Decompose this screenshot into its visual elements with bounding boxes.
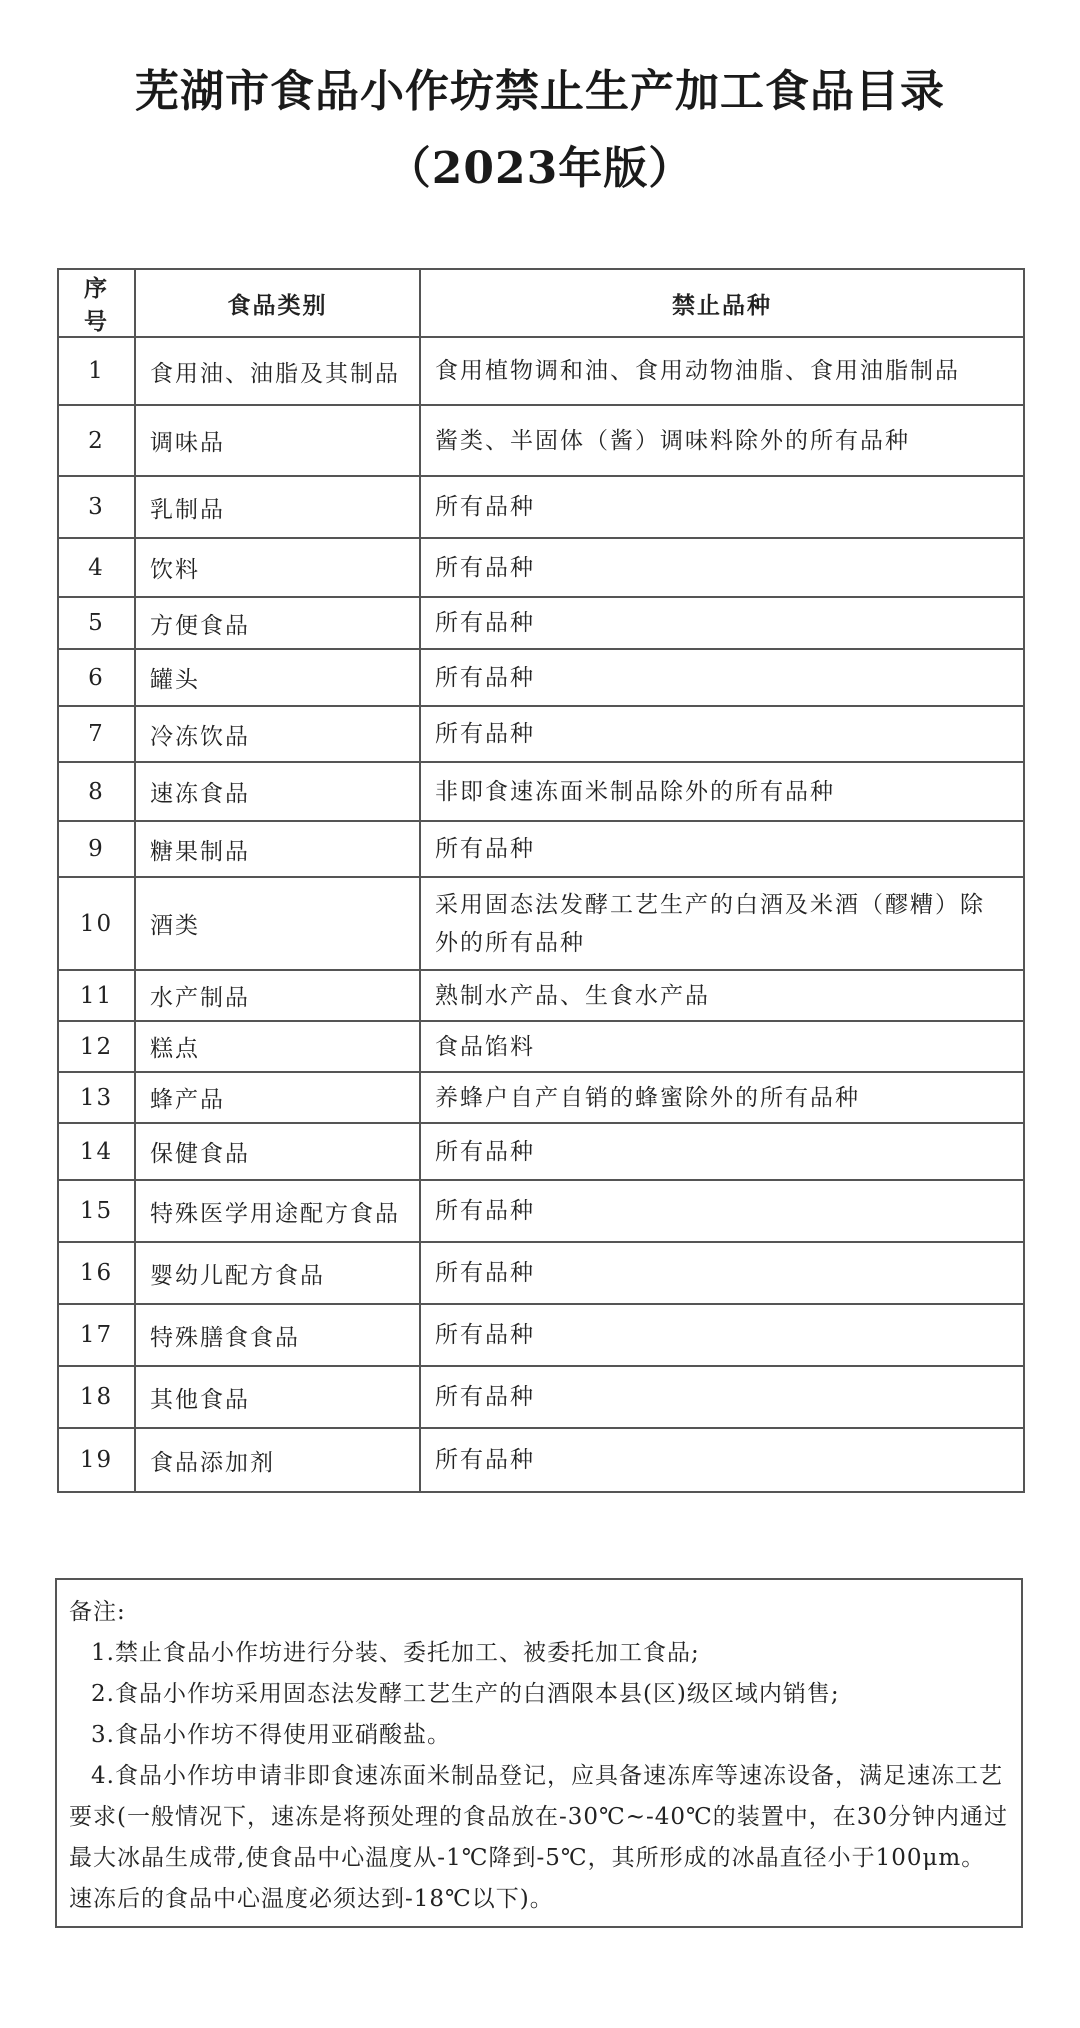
table-row [58, 1242, 1024, 1304]
row-banned: 食品馅料 [420, 1021, 1024, 1072]
note-item: 3.食品小作坊不得使用亚硝酸盐。 [91, 1722, 451, 1748]
table-row [58, 1366, 1024, 1428]
row-banned: 所有品种 [420, 821, 1024, 877]
row-no: 2 [58, 405, 135, 476]
row-category: 蜂产品 [135, 1072, 420, 1123]
notes-heading: 备注: [69, 1599, 126, 1625]
row-no: 17 [58, 1304, 135, 1366]
row-banned: 所有品种 [420, 476, 1024, 538]
row-no: 16 [58, 1242, 135, 1304]
table-row [58, 970, 1024, 1021]
row-no: 3 [58, 476, 135, 538]
row-category: 水产制品 [135, 970, 420, 1021]
note-item: 2.食品小作坊采用固态法发酵工艺生产的白酒限本县(区)级区域内销售; [91, 1681, 840, 1707]
note-item: 1.禁止食品小作坊进行分装、委托加工、被委托加工食品; [91, 1640, 700, 1666]
row-banned: 养蜂户自产自销的蜂蜜除外的所有品种 [420, 1072, 1024, 1123]
table-row [58, 597, 1024, 649]
notes-box [55, 1578, 1023, 1928]
row-banned: 所有品种 [420, 1304, 1024, 1366]
row-no: 13 [58, 1072, 135, 1123]
row-category: 婴幼儿配方食品 [135, 1242, 420, 1304]
table-row [58, 821, 1024, 877]
row-no: 4 [58, 538, 135, 597]
header-banned: 禁止品种 [420, 269, 1024, 337]
row-no: 14 [58, 1123, 135, 1180]
row-category: 食品添加剂 [135, 1428, 420, 1492]
row-category: 特殊医学用途配方食品 [135, 1180, 420, 1242]
header-category: 食品类别 [135, 269, 420, 337]
row-banned: 酱类、半固体（酱）调味料除外的所有品种 [420, 405, 1024, 476]
table-row [58, 405, 1024, 476]
row-category: 调味品 [135, 405, 420, 476]
row-banned: 熟制水产品、生食水产品 [420, 970, 1024, 1021]
row-no: 11 [58, 970, 135, 1021]
row-category: 冷冻饮品 [135, 706, 420, 762]
table-row [58, 1180, 1024, 1242]
row-category: 糖果制品 [135, 821, 420, 877]
row-banned: 采用固态法发酵工艺生产的白酒及米酒（醪糟）除外的所有品种 [420, 877, 1024, 970]
row-banned: 所有品种 [420, 597, 1024, 649]
row-category: 糕点 [135, 1021, 420, 1072]
table-row [58, 649, 1024, 706]
row-banned: 所有品种 [420, 1180, 1024, 1242]
row-category: 特殊膳食食品 [135, 1304, 420, 1366]
table-row [58, 1123, 1024, 1180]
table-row [58, 337, 1024, 405]
row-category: 食用油、油脂及其制品 [135, 337, 420, 405]
row-banned: 所有品种 [420, 1123, 1024, 1180]
table-row [58, 1021, 1024, 1072]
row-banned: 所有品种 [420, 1366, 1024, 1428]
row-no: 5 [58, 597, 135, 649]
row-category: 其他食品 [135, 1366, 420, 1428]
row-category: 酒类 [135, 877, 420, 970]
document-subtitle: （2023年版） [386, 143, 694, 194]
table-row [58, 1072, 1024, 1123]
header-no: 序号 [58, 269, 135, 337]
document-title: 芜湖市食品小作坊禁止生产加工食品目录 [135, 66, 945, 117]
table-row [58, 877, 1024, 970]
row-banned: 食用植物调和油、食用动物油脂、食用油脂制品 [420, 337, 1024, 405]
row-banned: 所有品种 [420, 1428, 1024, 1492]
note-item: 4.食品小作坊申请非即食速冻面米制品登记，应具备速冻库等速冻设备，满足速冻工艺要求(一般情况下，速冻是将预处理的食品放在-30℃~-40℃的装置中，在30分钟内通过最大冰晶生成带,使食品中心温度从-1℃降到-5℃，其所形成的冰晶直径小于100μm。速冻后的食品中心温度必须达到-18℃以下)。 [69, 1763, 1009, 1912]
row-banned: 所有品种 [420, 538, 1024, 597]
table-row [58, 762, 1024, 821]
row-category: 饮料 [135, 538, 420, 597]
row-banned: 所有品种 [420, 1242, 1024, 1304]
row-category: 罐头 [135, 649, 420, 706]
row-no: 9 [58, 821, 135, 877]
row-no: 10 [58, 877, 135, 970]
table-row [58, 1428, 1024, 1492]
table-row [58, 1304, 1024, 1366]
row-no: 18 [58, 1366, 135, 1428]
row-category: 方便食品 [135, 597, 420, 649]
row-category: 乳制品 [135, 476, 420, 538]
table-row [58, 538, 1024, 597]
row-no: 6 [58, 649, 135, 706]
row-no: 1 [58, 337, 135, 405]
row-category: 速冻食品 [135, 762, 420, 821]
row-no: 19 [58, 1428, 135, 1492]
catalog-table [57, 268, 1025, 1493]
row-no: 7 [58, 706, 135, 762]
row-no: 12 [58, 1021, 135, 1072]
row-banned: 非即食速冻面米制品除外的所有品种 [420, 762, 1024, 821]
table-header-row [58, 269, 1024, 337]
table-row [58, 476, 1024, 538]
row-category: 保健食品 [135, 1123, 420, 1180]
row-banned: 所有品种 [420, 706, 1024, 762]
row-no: 8 [58, 762, 135, 821]
table-row [58, 706, 1024, 762]
row-banned: 所有品种 [420, 649, 1024, 706]
row-no: 15 [58, 1180, 135, 1242]
